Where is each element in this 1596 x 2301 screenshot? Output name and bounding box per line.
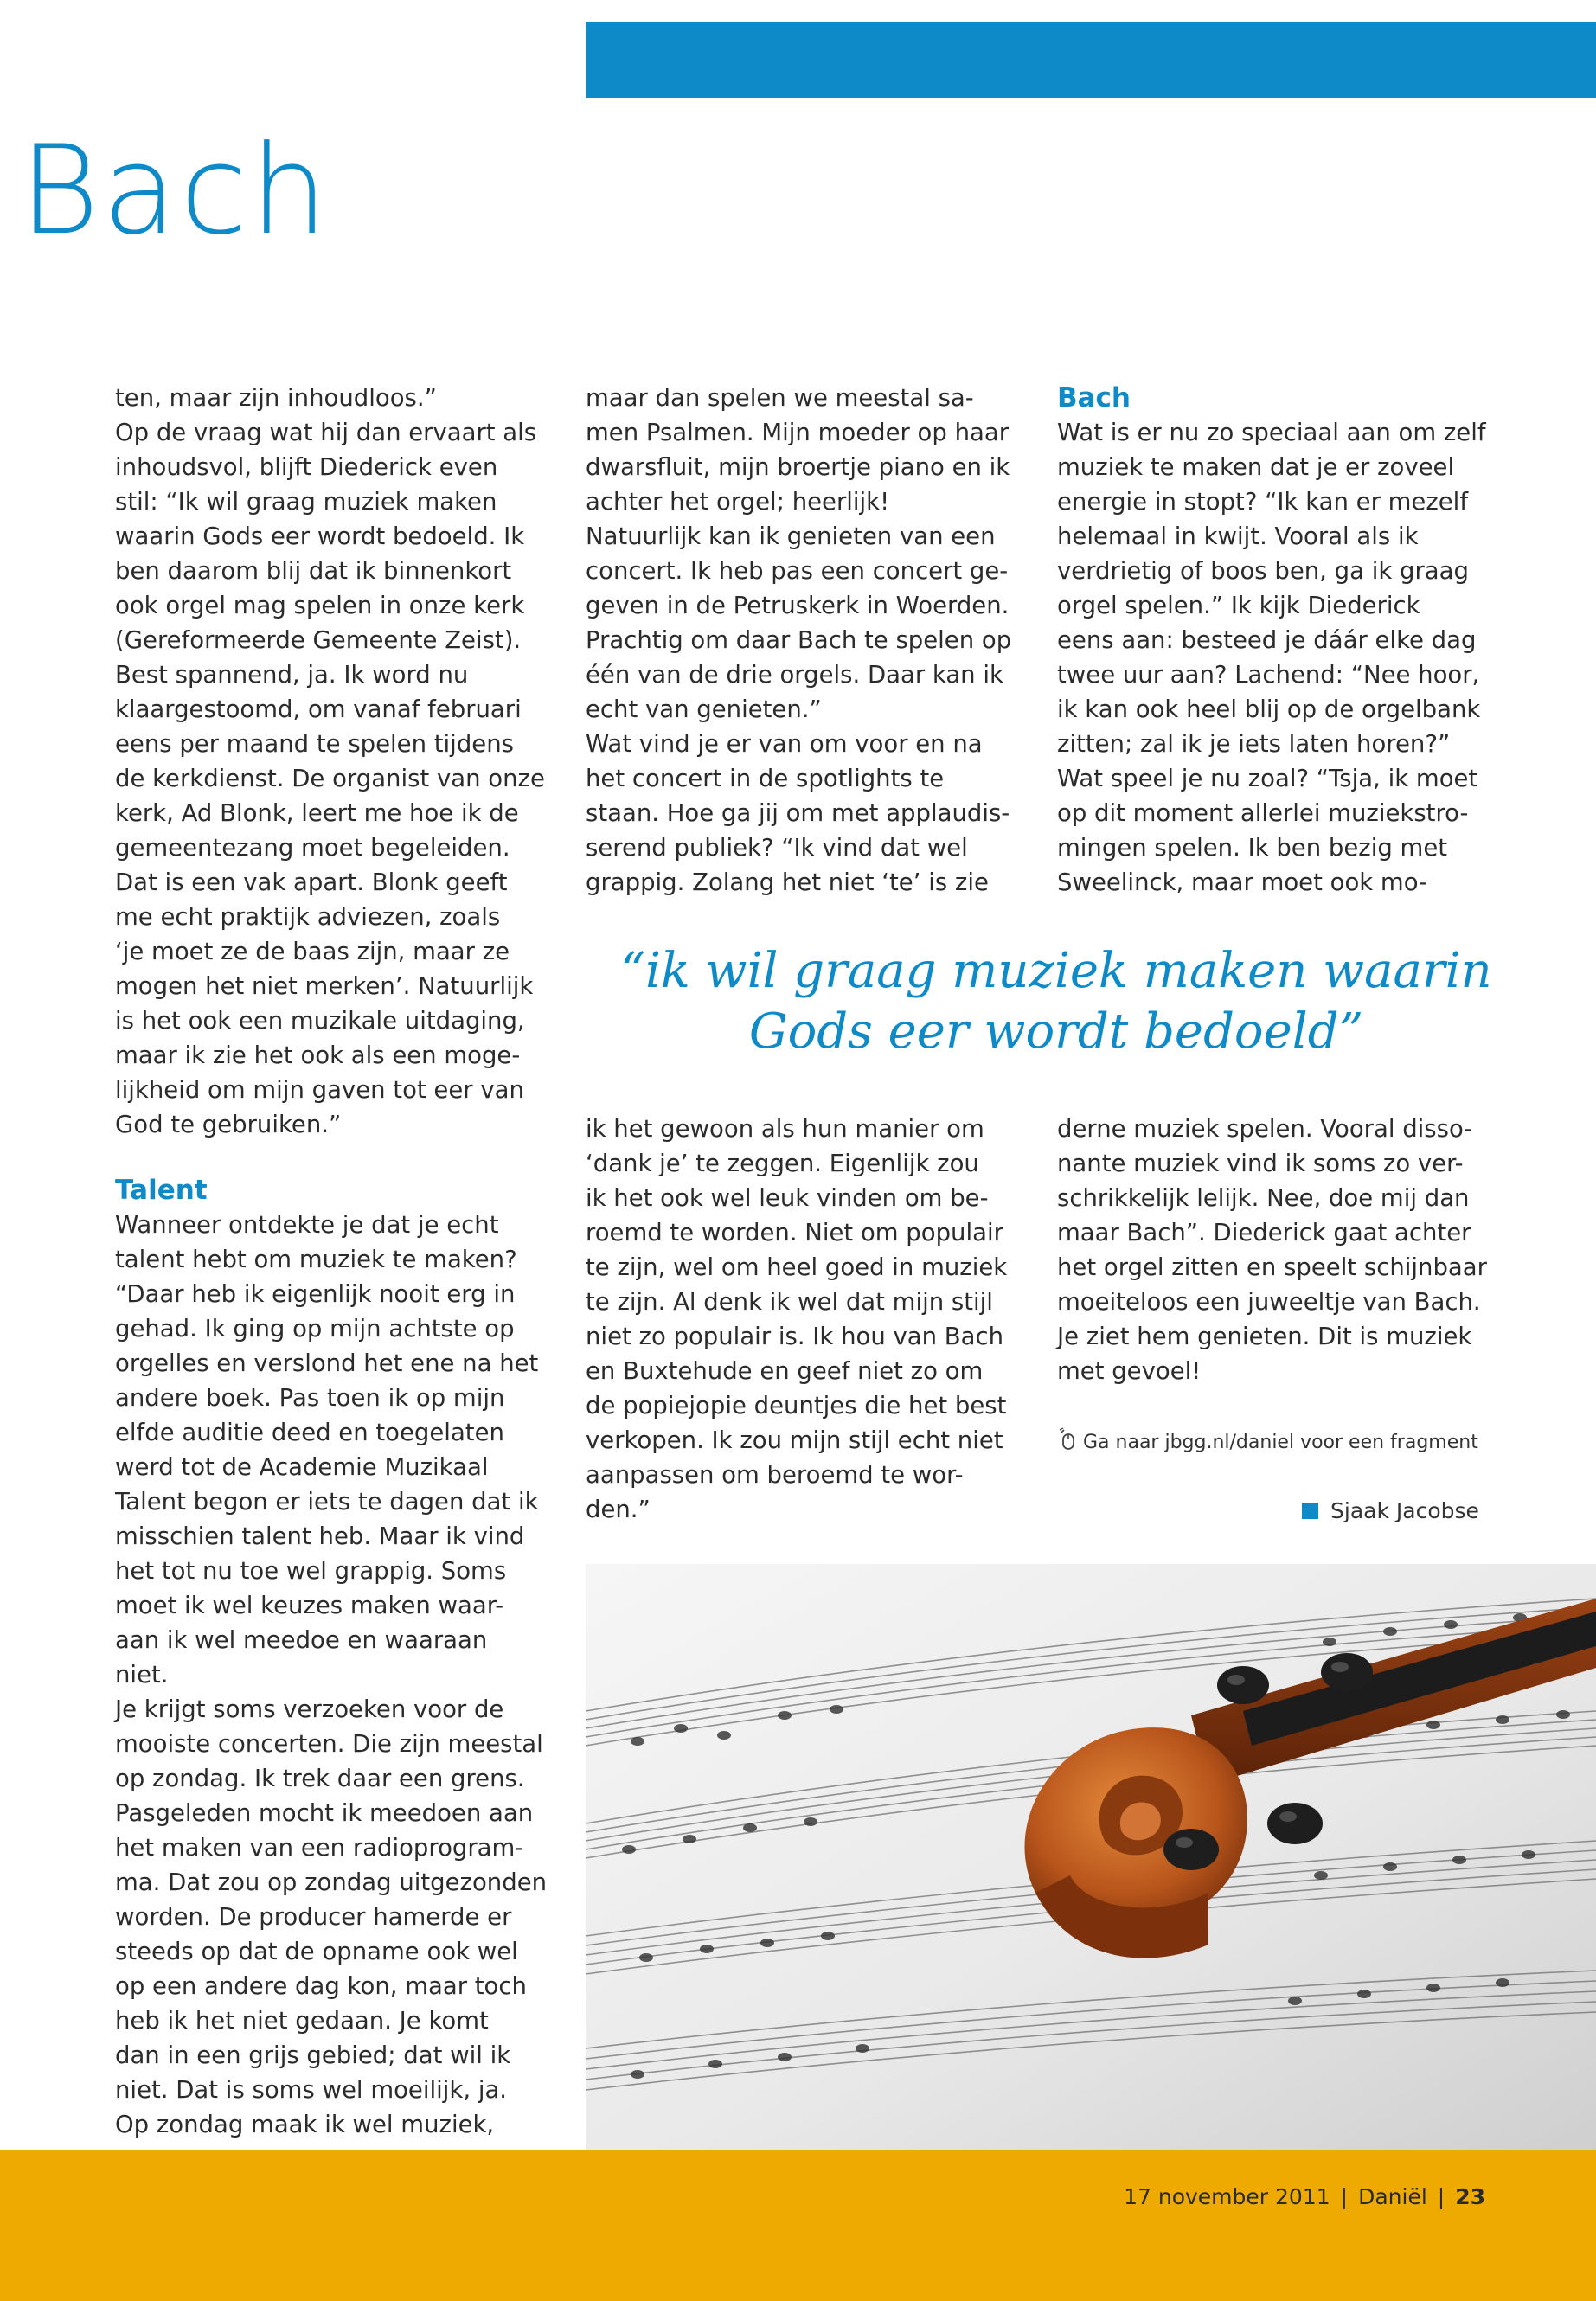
text-line: op zondag. Ik trek daar een grens. — [115, 1765, 525, 1792]
text-line: te zijn, wel om heel goed in muziek — [586, 1253, 1008, 1281]
text-line: mingen spelen. Ik ben bezig met — [1057, 834, 1448, 862]
col3-bottom-paragraphs — [1057, 1112, 1490, 1388]
text-line: misschien talent heb. Maar ik vind — [115, 1522, 525, 1550]
text-line: Op de vraag wat hij dan ervaart als — [115, 419, 537, 446]
pull-quote — [586, 941, 1527, 1062]
text-line: verkopen. Ik zou mijn stijl echt niet — [586, 1426, 1003, 1454]
text-line: Wat is er nu zo speciaal aan om zelf — [1057, 419, 1486, 446]
text-line: Dat is een vak apart. Blonk geeft — [115, 868, 508, 896]
text-line: zitten; zal ik je iets laten horen?” — [1057, 730, 1451, 758]
text-line: waarin Gods eer wordt bedoeld. Ik — [115, 522, 525, 550]
text-line: Sweelinck, maar moet ook mo- — [1057, 868, 1427, 896]
text-line: ‘dank je’ te zeggen. Eigenlijk zou — [586, 1150, 979, 1177]
web-link[interactable] — [1057, 1427, 1478, 1458]
page-title: Bach — [19, 119, 331, 262]
text-line: Best spannend, ja. Ik word nu — [115, 661, 469, 689]
text-line: Talent begon er iets te dagen dat ik — [115, 1488, 539, 1516]
text-line: inhoudsvol, blijft Diederick even — [115, 453, 498, 481]
text-line: nante muziek vind ik soms zo ver- — [1057, 1150, 1464, 1177]
bach-heading: Bach — [1057, 382, 1131, 413]
text-line: (Gereformeerde Gemeente Zeist). — [115, 626, 522, 654]
text-line: verdrietig of boos ben, ga ik graag — [1057, 557, 1469, 585]
pull-quote-line-1: “ik wil graag muziek maken waarin — [620, 943, 1492, 999]
text-line: Natuurlijk kan ik genieten van een — [586, 522, 996, 550]
footer-separator: | — [1437, 2184, 1445, 2209]
footer-magazine: Daniël — [1358, 2184, 1427, 2209]
text-line: achter het orgel; heerlijk! — [586, 488, 890, 516]
text-line: maar ik zie het ook als een moge- — [115, 1042, 521, 1069]
text-line: gehad. Ik ging op mijn achtste op — [115, 1315, 515, 1343]
text-line: derne muziek spelen. Vooral disso- — [1057, 1115, 1473, 1143]
text-line: mogen het niet merken’. Natuurlijk — [115, 972, 534, 1000]
text-line: werd tot de Academie Muzikaal — [115, 1453, 489, 1481]
text-line: is het ook een muzikale uitdaging, — [115, 1007, 525, 1035]
violin-scroll-photo — [586, 1564, 1596, 2150]
footer-page-number: 23 — [1455, 2184, 1485, 2209]
footer-separator: | — [1340, 2184, 1349, 2209]
text-line: moeiteloos een juweeltje van Bach. — [1057, 1288, 1481, 1316]
author-square-icon — [1302, 1503, 1318, 1519]
text-line: ‘je moet ze de baas zijn, maar ze — [115, 938, 510, 965]
text-line: aanpassen om beroemd te wor- — [586, 1461, 964, 1489]
text-line: moet ik wel keuzes maken waar- — [115, 1592, 504, 1619]
text-line: elfde auditie deed en toegelaten — [115, 1419, 504, 1446]
col1-paragraphs — [115, 381, 548, 1142]
text-line: op dit moment allerlei muziekstro- — [1057, 799, 1469, 827]
text-line: orgel spelen.” Ik kijk Diederick — [1057, 592, 1420, 619]
text-line: ik het gewoon als hun manier om — [586, 1115, 984, 1143]
text-line: Pasgeleden mocht ik meedoen aan — [115, 1799, 534, 1827]
text-line: twee uur aan? Lachend: “Nee hoor, — [1057, 661, 1480, 689]
text-line: “Daar heb ik eigenlijk nooit erg in — [115, 1280, 516, 1308]
text-line: orgelles en verslond het ene na het — [115, 1349, 539, 1377]
text-line: roemd te worden. Niet om populair — [586, 1219, 1003, 1247]
text-line: muziek te maken dat je er zoveel — [1057, 453, 1455, 481]
text-line: de popiejopie deuntjes die het best — [586, 1392, 1007, 1420]
text-line: dan in een grijs gebied; dat wil ik — [115, 2041, 511, 2069]
talent-heading: Talent — [115, 1175, 208, 1206]
text-line: den.” — [586, 1496, 651, 1523]
text-line: kerk, Ad Blonk, leert me hoe ik de — [115, 799, 519, 827]
text-line: andere boek. Pas toen ik op mijn — [115, 1384, 505, 1412]
page-footer — [1124, 2182, 1485, 2212]
text-line: niet. Dat is soms wel moeilijk, ja. — [115, 2076, 508, 2104]
text-line: echt van genieten.” — [586, 695, 822, 723]
column-3-top — [1057, 381, 1490, 900]
text-line: heb ik het niet gedaan. Je komt — [115, 2007, 489, 2035]
text-line: gemeentezang moet begeleiden. — [115, 834, 510, 862]
text-line: en Buxtehude en geef niet zo om — [586, 1357, 984, 1385]
text-line: ik het ook wel leuk vinden om be- — [586, 1184, 989, 1212]
text-line: steeds op dat de opname ook wel — [115, 1938, 518, 1965]
column-2-bottom — [586, 1112, 1018, 1527]
text-line: grappig. Zolang het niet ‘te’ is zie — [586, 868, 989, 896]
text-line: ik kan ook heel blij op de orgelbank — [1057, 695, 1481, 723]
column-3-bottom — [1057, 1112, 1490, 1388]
bottom-color-bar — [0, 2150, 1596, 2301]
text-line: God te gebruiken.” — [115, 1111, 342, 1138]
text-line: talent hebt om muziek te maken? — [115, 1246, 517, 1273]
text-line: Je ziet hem genieten. Dit is muziek — [1057, 1323, 1472, 1350]
text-line: met gevoel! — [1057, 1357, 1202, 1385]
text-line: geven in de Petruskerk in Woerden. — [586, 592, 1010, 619]
text-line: op een andere dag kon, maar toch — [115, 1972, 527, 2000]
text-line: Op zondag maak ik wel muziek, — [115, 2111, 495, 2138]
col2-top-paragraphs — [586, 381, 1018, 900]
text-line: maar Bach”. Diederick gaat achter — [1057, 1219, 1471, 1247]
text-line: niet zo populair is. Ik hou van Bach — [586, 1323, 1004, 1350]
text-line: ook orgel mag spelen in onze kerk — [115, 592, 525, 619]
mouse-icon — [1057, 1427, 1076, 1458]
col2-bottom-paragraphs — [586, 1112, 1018, 1527]
text-line: eens aan: besteed je dáár elke dag — [1057, 626, 1477, 654]
text-line: klaargestoomd, om vanaf februari — [115, 695, 522, 723]
text-line: dwarsfluit, mijn broertje piano en ik — [586, 453, 1010, 481]
author-name: Sjaak Jacobse — [1330, 1498, 1479, 1523]
text-line: ten, maar zijn inhoudloos.” — [115, 384, 437, 412]
text-line: Wanneer ontdekte je dat je echt — [115, 1211, 499, 1239]
text-line: maar dan spelen we meestal sa- — [586, 384, 974, 412]
text-line: te zijn. Al denk ik wel dat mijn stijl — [586, 1288, 993, 1316]
text-line: energie in stopt? “Ik kan er mezelf — [1057, 488, 1469, 516]
pull-quote-line-2: Gods eer wordt bedoeld” — [748, 1003, 1364, 1060]
text-line: de kerkdienst. De organist van onze — [115, 765, 545, 792]
text-line: het maken van een radioprogram- — [115, 1834, 524, 1862]
text-line: stil: “Ik wil graag muziek maken — [115, 488, 497, 516]
author-credit — [1302, 1497, 1479, 1526]
text-line: Wat speel je nu zoal? “Tsja, ik moet — [1057, 765, 1478, 792]
text-line: eens per maand te spelen tijdens — [115, 730, 514, 758]
text-line: concert. Ik heb pas een concert ge- — [586, 557, 1009, 585]
text-line: mooiste concerten. Die zijn meestal — [115, 1730, 543, 1758]
text-line: helemaal in kwijt. Vooral als ik — [1057, 522, 1419, 550]
footer-date: 17 november 2011 — [1124, 2184, 1330, 2209]
text-line: ma. Dat zou op zondag uitgezonden — [115, 1868, 548, 1896]
text-line: lijkheid om mijn gaven tot eer van — [115, 1076, 524, 1104]
text-line: aan ik wel meedoe en waaraan niet. — [115, 1626, 488, 1689]
text-line: worden. De producer hamerde er — [115, 1903, 512, 1931]
col3-top-paragraphs — [1057, 415, 1490, 900]
text-line: één van de drie orgels. Daar kan ik — [586, 661, 1003, 689]
column-1 — [115, 381, 548, 2142]
text-line: schrikkelijk lelijk. Nee, doe mij dan — [1057, 1184, 1470, 1212]
column-2-top — [586, 381, 1018, 900]
text-line: ben daarom blij dat ik binnenkort — [115, 557, 512, 585]
text-line: het tot nu toe wel grappig. Soms — [115, 1557, 507, 1585]
text-line: Je krijgt soms verzoeken voor de — [115, 1695, 504, 1723]
text-line: Wat vind je er van om voor en na — [586, 730, 983, 758]
talent-paragraphs — [115, 1208, 548, 2142]
text-line: me echt praktijk adviezen, zoals — [115, 903, 501, 931]
web-link-text[interactable]: Ga naar jbgg.nl/daniel voor een fragment — [1083, 1432, 1478, 1453]
text-line: staan. Hoe ga jij om met applaudis- — [586, 799, 1010, 827]
text-line: Prachtig om daar Bach te spelen op — [586, 626, 1012, 654]
top-color-bar — [586, 22, 1596, 98]
text-line: het concert in de spotlights te — [586, 765, 945, 792]
text-line: het orgel zitten en speelt schijnbaar — [1057, 1253, 1487, 1281]
text-line: men Psalmen. Mijn moeder op haar — [586, 419, 1010, 446]
text-line: serend publiek? “Ik vind dat wel — [586, 834, 968, 862]
